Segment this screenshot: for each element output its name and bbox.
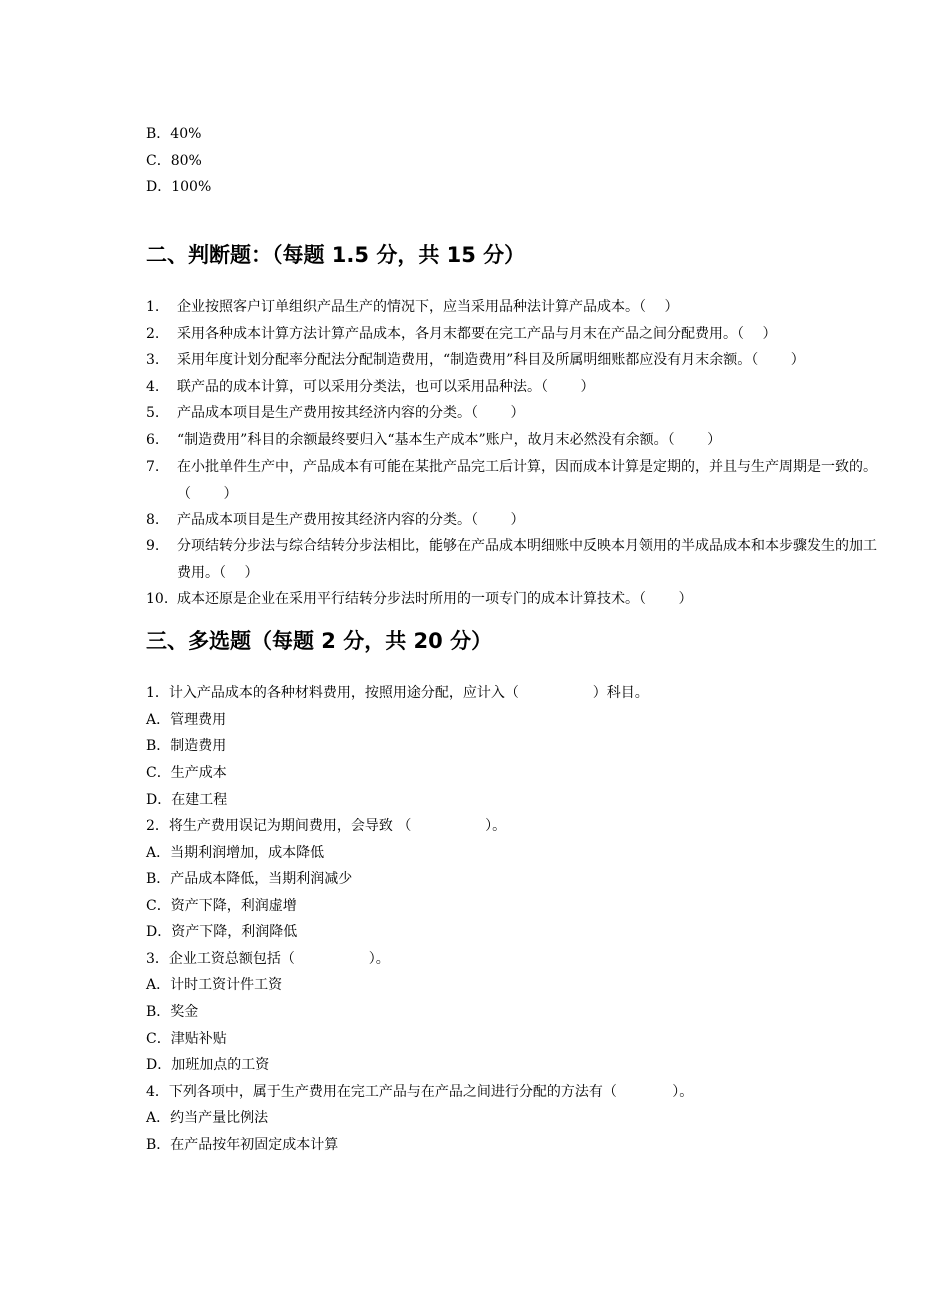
mc-question-2: 2．将生产费用误记为期间费用，会导致 （ ）。 [146,818,507,834]
item-number: 5. [146,405,160,421]
mc-option: C．津贴补贴 [146,1031,227,1047]
mc-question-3: 3．企业工资总额包括（ ）。 [146,951,390,967]
item-number: 10. [146,591,169,607]
item-number: 2. [146,326,160,342]
mc-question-1: 1．计入产品成本的各种材料费用，按照用途分配，应计入（ ）科目。 [146,685,649,701]
item-number: 8. [146,512,160,528]
item-text: 联产品的成本计算，可以采用分类法，也可以采用品种法。（ ） [177,379,595,395]
item-text: 企业按照客户订单组织产品生产的情况下，应当采用品种法计算产品成本。（ ） [177,299,679,315]
item-text: “制造费用”科目的余额最终要归入“基本生产成本”账户，故月末必然没有余额。（ ） [177,432,722,448]
mc-option: B．产品成本降低，当期利润减少 [146,871,353,887]
judgment-item-9 [146,533,876,586]
mc-question-4: 4．下列各项中，属于生产费用在完工产品与在产品之间进行分配的方法有（ ）。 [146,1084,694,1100]
section3-heading: 三、多选题（每题 2 分，共 20 分） [146,629,493,653]
item-number: 4. [146,379,160,395]
mc-option: A．管理费用 [146,712,227,728]
mc-option: D．资产下降，利润降低 [146,924,298,940]
mc-option: A．约当产量比例法 [146,1110,269,1126]
item-text: 产品成本项目是生产费用按其经济内容的分类。（ ） [177,405,525,421]
item-text: 在小批单件生产中，产品成本有可能在某批产品完工后计算，因而成本计算是定期的，并且与生产周期是一致的。（ ） [177,459,877,502]
item-number: 3. [146,352,160,368]
judgment-item-10 [146,586,876,613]
item-text: 成本还原是企业在采用平行结转分步法时所用的一项专门的成本计算技术。（ ） [177,591,693,607]
judgment-item-6 [146,427,876,454]
item-text: 产品成本项目是生产费用按其经济内容的分类。（ ） [177,512,525,528]
mc-option: D．在建工程 [146,792,228,808]
mc-option: D．加班加点的工资 [146,1057,270,1073]
mc-option: B．在产品按年初固定成本计算 [146,1137,339,1153]
item-text: 分项结转分步法与综合结转分步法相比，能够在产品成本明细账中反映本月领用的半成品成本和本步骤发生的加工费用。（ ） [177,538,877,581]
prev-option-c: C．80% [146,153,202,169]
mc-option: A．当期利润增加，成本降低 [146,845,325,861]
mc-option: A．计时工资计件工资 [146,977,283,993]
prev-option-b: B．40% [146,126,202,142]
judgment-item-2 [146,321,876,348]
item-text: 采用各种成本计算方法计算产品成本，各月末都要在完工产品与月末在产品之间分配费用。（ ） [177,326,777,342]
judgment-item-4 [146,374,876,401]
item-number: 1. [146,299,160,315]
item-number: 6. [146,432,160,448]
mc-option: B．制造费用 [146,738,227,754]
item-number: 9. [146,538,160,554]
prev-option-d: D．100% [146,179,212,195]
judgment-item-5 [146,400,876,427]
section2-heading: 二、判断题：（每题 1.5 分，共 15 分） [146,243,526,267]
item-number: 7. [146,459,160,475]
item-text: 采用年度计划分配率分配法分配制造费用，“制造费用”科目及所属明细账都应没有月末余额。（ ） [177,352,805,368]
judgment-item-1 [146,294,876,321]
mc-option: C．资产下降，利润虚增 [146,898,297,914]
mc-option: C．生产成本 [146,765,227,781]
mc-option: B．奖金 [146,1004,199,1020]
judgment-item-3 [146,347,876,374]
judgment-item-7 [146,454,876,507]
judgment-item-8 [146,507,876,534]
